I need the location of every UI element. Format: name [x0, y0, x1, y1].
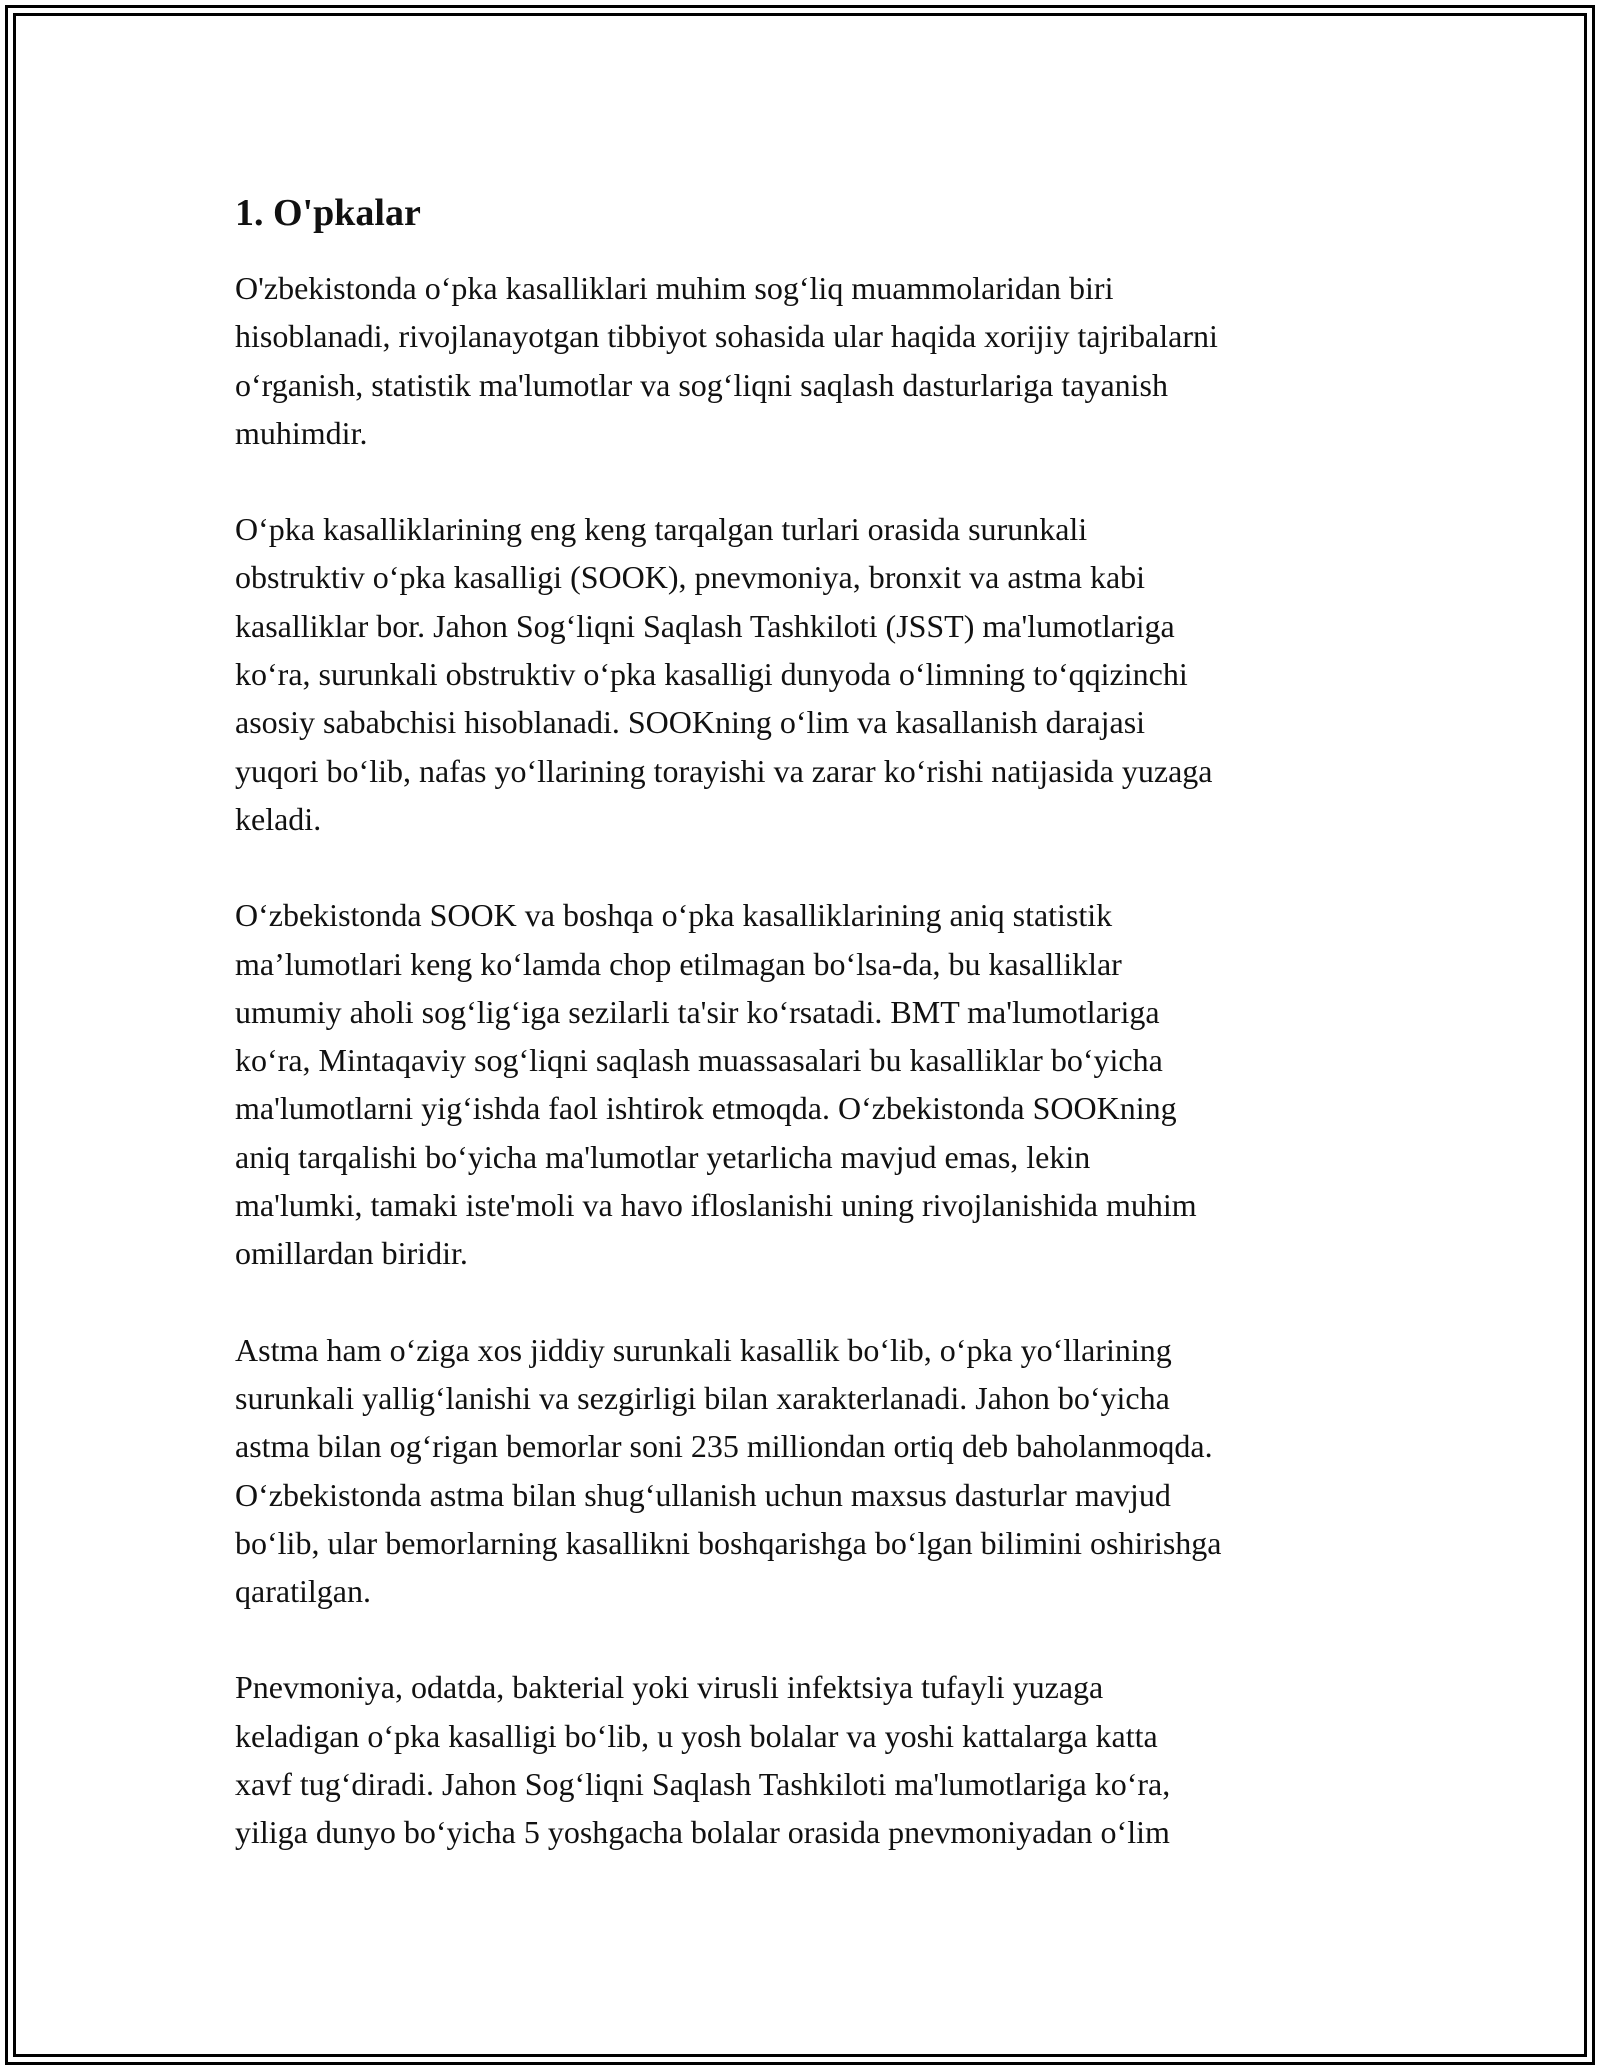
paragraph-intro: O'zbekistonda o‘pka kasalliklari muhim sog‘liq muammolaridan biri hisoblanadi, rivojlanayotgan tibbiyot sohasida ular haqida xorijiy tajribalarni o‘rganish, statistik ma'lumotlar va sog‘liqni saqlash dasturlariga tayanish muhimdir. [235, 270, 1218, 451]
paragraph-uzbekistan-statistics: O‘zbekistonda SOOK va boshqa o‘pka kasalliklarining aniq statistik ma’lumotlari keng ko‘lamda chop etilmagan bo‘lsa-da, bu kasalliklar umumiy aholi sog‘lig‘iga sezilarli ta'sir ko‘rsatadi. BMT ma'lumotlariga ko‘ra, Mintaqaviy sog‘liqni saqlash muassasalari bu kasalliklar bo‘yicha ma'lumotlarni yig‘ishda faol ishtirok etmoqda. O‘zbekistonda SOOKning aniq tarqalishi bo‘yicha ma'lumotlar yetarlicha mavjud emas, lekin ma'lumki, tamaki iste'moli va havo ifloslanishi uning rivojlanishida muhim omillardan biridir. [235, 897, 1197, 1272]
paragraph-pneumonia: Pnevmoniya, odatda, bakterial yoki virusli infektsiya tufayli yuzaga keladigan o‘pka kasalligi bo‘lib, u yosh bolalar va yoshi kattalarga katta xavf tug‘diradi. Jahon Sog‘liqni Saqlash Tashkiloti ma'lumotlariga ko‘ra, yiliga dunyo bo‘yicha 5 yoshgacha bolalar orasida pnevmoniyadan o‘lim [235, 1669, 1171, 1851]
paragraph-asthma: Astma ham o‘ziga xos jiddiy surunkali kasallik bo‘lib, o‘pka yo‘llarining surunkali yallig‘lanishi va sezgirligi bilan xarakterlanadi. Jahon bo‘yicha astma bilan og‘rigan bemorlar soni 235 milliondan ortiq deb baholanmoqda. O‘zbekistonda astma bilan shug‘ullanish uchun maxsus dasturlar mavjud bo‘lib, ular bemorlarning kasallikni boshqarishga bo‘lgan bilimini oshirishga qaratilgan. [235, 1331, 1222, 1610]
section-heading: 1. O'pkalar [235, 192, 421, 234]
paragraph-disease-types: O‘pka kasalliklarining eng keng tarqalgan turlari orasida surunkali obstruktiv o‘pka kasalligi (SOOK), pnevmoniya, bronxit va astma kabi kasalliklar bor. Jahon Sog‘liqni Saqlash Tashkiloti (JSST) ma'lumotlariga ko‘ra, surunkali obstruktiv o‘pka kasalligi dunyoda o‘limning to‘qqizinchi asosiy sababchisi hisoblanadi. SOOKning o‘lim va kasallanish darajasi yuqori bo‘lib, nafas yo‘llarining torayishi va zarar ko‘rishi natijasida yuzaga keladi. [235, 511, 1213, 837]
document-body [235, 188, 1375, 1905]
